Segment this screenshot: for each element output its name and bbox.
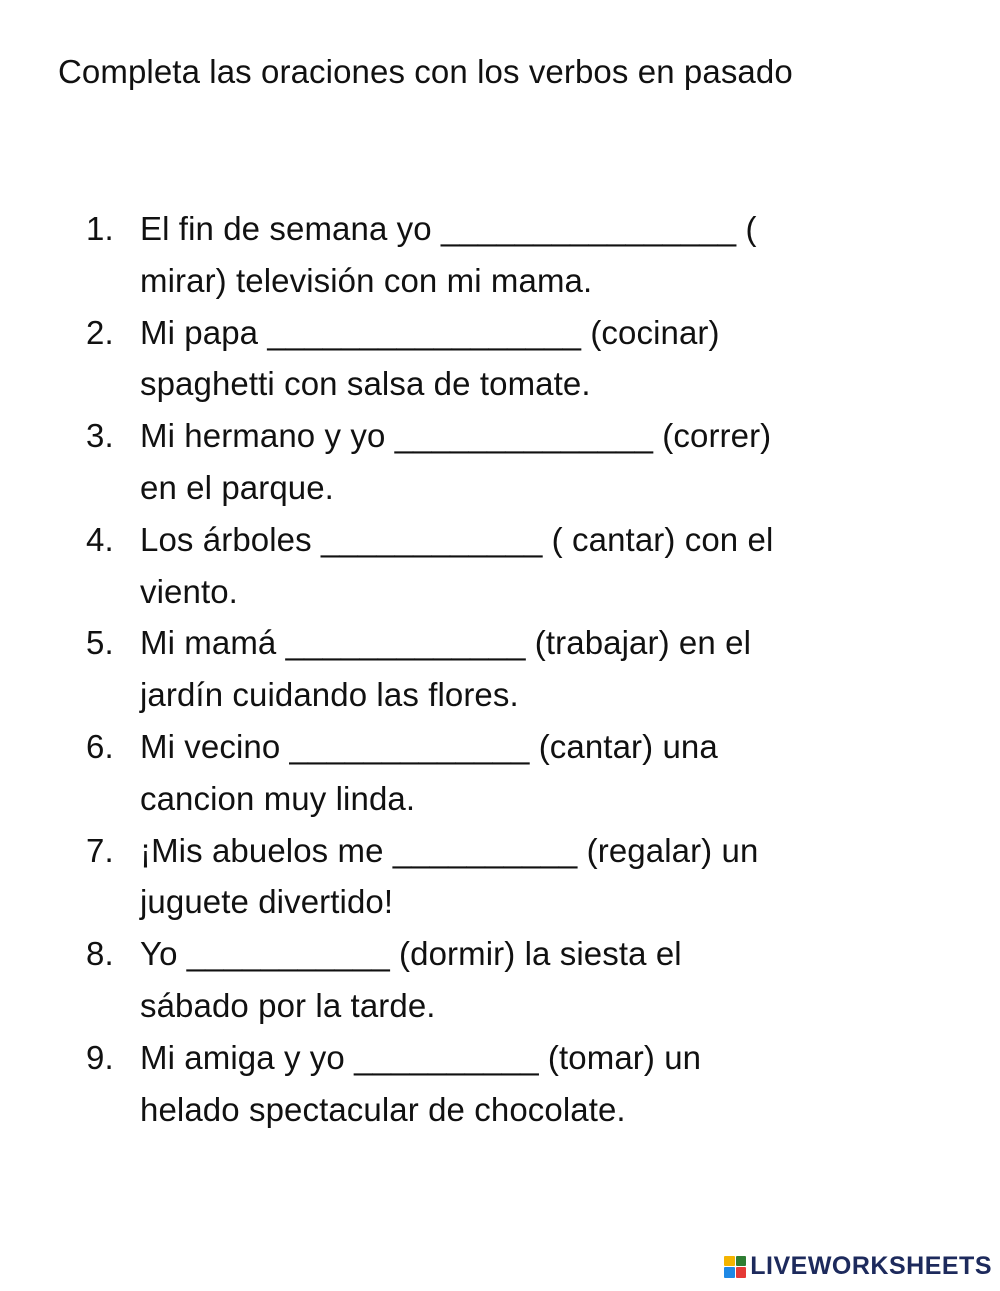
worksheet-title: Completa las oraciones con los verbos en pasado bbox=[58, 53, 793, 90]
list-item bbox=[86, 203, 906, 307]
item-text-line-2: mirar) televisión con mi mama. bbox=[140, 261, 593, 299]
exercise-list bbox=[86, 203, 906, 1135]
item-text-line-2: viento. bbox=[140, 572, 238, 610]
item-text-line-1: Mi amiga y yo __________ (tomar) un bbox=[140, 1038, 702, 1076]
item-text-line-1: Yo ___________ (dormir) la siesta el bbox=[140, 935, 682, 973]
item-text-line-1: Mi papa _________________ (cocinar) bbox=[140, 313, 720, 351]
liveworksheets-logo-icon bbox=[724, 1256, 746, 1278]
item-text-line-2: en el parque. bbox=[140, 468, 334, 506]
item-text-line-1: Los árboles ____________ ( cantar) con el bbox=[140, 520, 774, 558]
item-text-line-2: cancion muy linda. bbox=[140, 779, 416, 817]
list-item bbox=[86, 617, 906, 721]
item-text-line-1: Mi mamá _____________ (trabajar) en el bbox=[140, 624, 751, 662]
item-number: 6. bbox=[86, 727, 114, 765]
item-text-line-1: El fin de semana yo ________________ ( bbox=[140, 210, 757, 247]
item-number: 3. bbox=[86, 417, 114, 455]
list-item bbox=[86, 928, 906, 1032]
list-item bbox=[86, 410, 906, 514]
item-number: 8. bbox=[86, 935, 114, 973]
brand-wordmark: LIVEWORKSHEETS bbox=[750, 1252, 992, 1280]
item-text-line-2: sábado por la tarde. bbox=[140, 986, 436, 1024]
item-number: 9. bbox=[86, 1038, 114, 1076]
item-number: 4. bbox=[86, 520, 114, 558]
item-text-line-2: spaghetti con salsa de tomate. bbox=[140, 365, 591, 403]
item-number: 5. bbox=[86, 624, 114, 662]
list-item bbox=[86, 1032, 906, 1136]
item-text-line-2: helado spectacular de chocolate. bbox=[140, 1090, 626, 1128]
item-text-line-1: Mi hermano y yo ______________ (correr) bbox=[140, 417, 772, 455]
list-item bbox=[86, 825, 906, 929]
item-text-line-1: Mi vecino _____________ (cantar) una bbox=[140, 727, 718, 765]
item-number: 1. bbox=[86, 210, 114, 247]
item-text-line-2: jardín cuidando las flores. bbox=[140, 676, 519, 714]
liveworksheets-brand bbox=[724, 1252, 992, 1281]
item-text-line-2: juguete divertido! bbox=[140, 883, 394, 921]
list-item bbox=[86, 721, 906, 825]
item-number: 2. bbox=[86, 313, 114, 351]
list-item bbox=[86, 514, 906, 618]
item-text-line-1: ¡Mis abuelos me __________ (regalar) un bbox=[140, 831, 759, 869]
list-item bbox=[86, 307, 906, 411]
item-number: 7. bbox=[86, 831, 114, 869]
